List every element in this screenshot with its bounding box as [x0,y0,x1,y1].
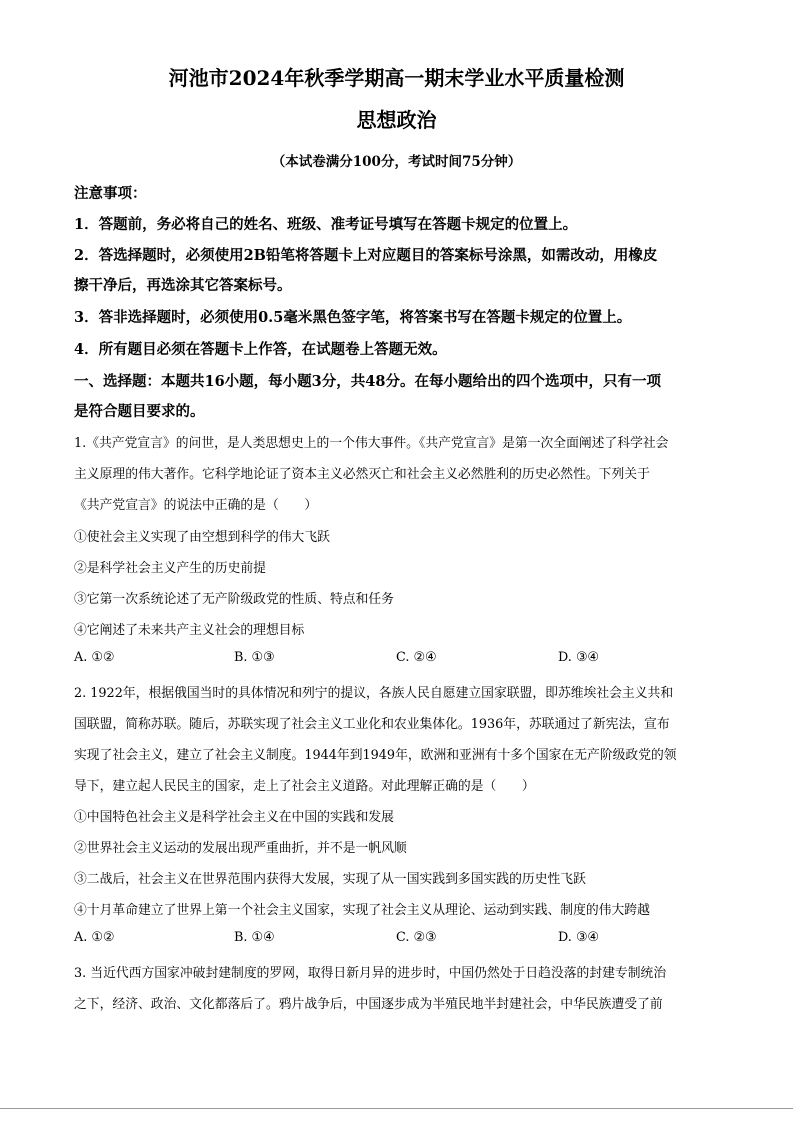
question-stem: 实现了社会主义，建立了社会主义制度。1944年到1949年，欧洲和亚洲有十多个国家在无产阶级政党的领 [74,748,677,763]
note-item: 1．答题前，务必将自己的姓名、班级、准考证号填写在答题卡规定的位置上。 [74,216,578,233]
note-item: 3．答非选择题时，必须使用0.5毫米黑色签字笔，将答案书写在答题卡规定的位置上。 [74,309,632,326]
question-statement: ①中国特色社会主义是科学社会主义在中国的实践和发展 [74,810,394,825]
notes-heading: 注意事项： [74,185,147,202]
option-d: D. ③④ [558,650,599,665]
subject-title: 思想政治 [356,108,437,132]
question-stem: 1.《共产党宣言》的问世，是人类思想史上的一个伟大事件。《共产党宣言》是第一次全面阐述了科学社会 [74,436,669,451]
section-heading: 一、选择题：本题共16小题，每小题3分，共48分。在每小题给出的四个选项中，只有一项 [74,373,661,390]
question-statement: ④十月革命建立了世界上第一个社会主义国家，实现了社会主义从理论、运动到实践、制度的伟大跨越 [74,903,650,918]
question-statement: ①使社会主义实现了由空想到科学的伟大飞跃 [74,530,330,545]
option-d: D. ③④ [558,930,599,945]
option-b: B. ①④ [234,930,275,945]
question-stem: 国联盟，简称苏联。随后，苏联实现了社会主义工业化和农业集体化。1936年，苏联通过了新宪法，宣布 [74,717,670,732]
option-b: B. ①③ [234,650,275,665]
option-c: C. ②④ [396,650,437,665]
option-a: A. ①② [74,930,115,945]
question-statement: ③它第一次系统论述了无产阶级政党的性质、特点和任务 [74,592,394,607]
option-c: C. ②③ [396,930,437,945]
note-item: 2．答选择题时，必须使用2B铅笔将答题卡上对应题目的答案标号涂黑，如需改动，用橡皮 [74,247,658,264]
question-stem: 之下，经济、政治、文化都落后了。鸦片战争后，中国逐步成为半殖民地半封建社会，中华民族遭受了前 [74,997,663,1012]
note-item: 4．所有题目必须在答题卡上作答，在试题卷上答题无效。 [74,341,447,358]
question-statement: ②是科学社会主义产生的历史前提 [74,561,266,576]
option-a: A. ①② [74,650,115,665]
question-stem: 《共产党宣言》的说法中正确的是（ ） [74,498,318,513]
note-item: 擦干净后，再选涂其它答案标号。 [74,277,292,294]
exam-subtitle: （本试卷满分100分，考试时间75分钟） [271,154,522,170]
question-stem: 3. 当近代西方国家冲破封建制度的罗网，取得日新月异的进步时，中国仍然处于日趋没落的封建专制统治 [74,966,667,981]
question-stem: 导下，建立起人民民主的国家，走上了社会主义道路。对此理解正确的是（ ） [74,779,535,794]
page-bottom-rule [0,1108,793,1109]
question-statement: ③二战后，社会主义在世界范围内获得大发展，实现了从一国实践到多国实践的历史性飞跃 [74,872,586,887]
section-heading-cont: 是符合题目要求的。 [74,403,205,420]
question-stem: 2. 1922年，根据俄国当时的具体情况和列宁的提议，各族人民自愿建立国家联盟，即苏维埃社会主义共和 [74,686,674,701]
exam-title: 河池市2024年秋季学期高一期末学业水平质量检测 [168,66,625,90]
question-stem: 主义原理的伟大著作。它科学地论证了资本主义必然灭亡和社会主义必然胜利的历史必然性。下列关于 [74,467,650,482]
question-statement: ②世界社会主义运动的发展出现严重曲折，并不是一帆风顺 [74,841,407,856]
question-statement: ④它阐述了未来共产主义社会的理想目标 [74,623,305,638]
